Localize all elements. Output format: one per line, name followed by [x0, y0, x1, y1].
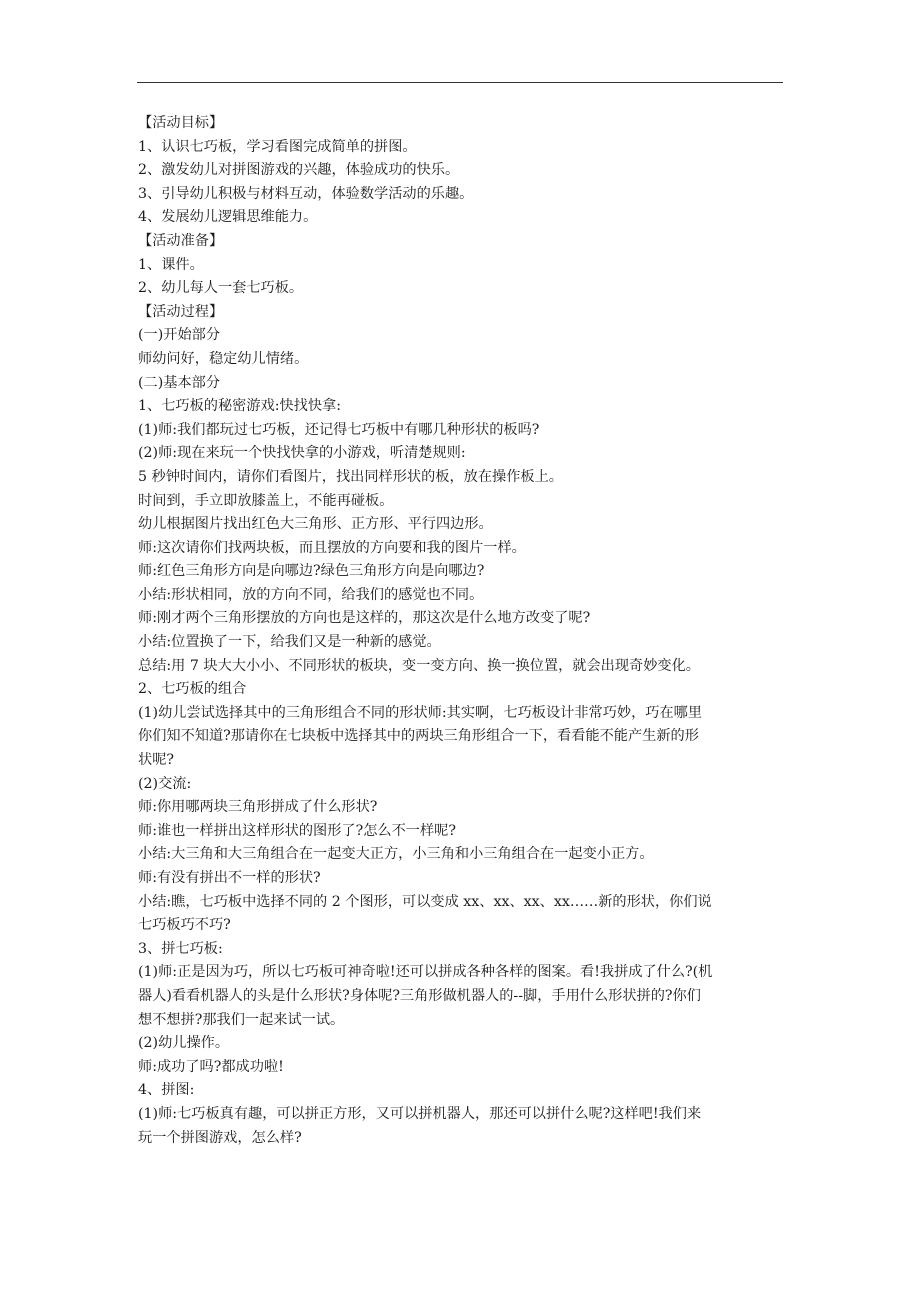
paragraph-line: 玩一个拼图游戏，怎么样?: [138, 1129, 302, 1146]
goal-item: 2、激发幼儿对拼图游戏的兴趣，体验成功的快乐。: [138, 162, 460, 179]
paragraph-line: (2)交流:: [138, 775, 192, 792]
subsection-heading-basic: (二)基本部分: [138, 374, 221, 391]
paragraph-line: 师:谁也一样拼出这样形状的图形了?怎么不一样呢?: [138, 822, 456, 839]
document-body: [138, 112, 784, 1150]
paragraph-line: 师:这次请你们找两块板，而且摆放的方向要和我的图片一样。: [138, 539, 526, 556]
paragraph-line: 七巧板巧不巧?: [138, 917, 231, 934]
paragraph-line: 5 秒钟时间内，请你们看图片，找出同样形状的板，放在操作板上。: [138, 468, 563, 485]
goal-item: 1、认识七巧板，学习看图完成简单的拼图。: [138, 138, 417, 155]
paragraph-line: (2)幼儿操作。: [138, 1035, 230, 1052]
paragraph-line: (1)师:我们都玩过七巧板，还记得七巧板中有哪几种形状的板吗?: [138, 421, 540, 438]
paragraph-line: (1)幼儿尝试选择其中的三角形组合不同的形状师:其实啊，七巧板设计非常巧妙，巧在哪里: [138, 704, 703, 721]
subsection-heading-opening: (一)开始部分: [138, 327, 221, 344]
section-heading-preparation: 【活动准备】: [138, 232, 224, 249]
paragraph-line: 师:成功了吗?都成功啦!: [138, 1058, 284, 1075]
paragraph-line: 小结:瞧，七巧板中选择不同的 2 个图形，可以变成 xx、xx、xx、xx……新的形状，你们说: [138, 893, 712, 910]
paragraph-line: 师:刚才两个三角形摆放的方向也是这样的，那这次是什么地方改变了呢?: [138, 610, 591, 627]
paragraph-line: 器人)看看机器人的头是什么形状?身体呢?三角形做机器人的--脚，手用什么形状拼的?你们: [138, 987, 701, 1004]
paragraph-line: 师:有没有拼出不一样的形状?: [138, 870, 321, 886]
paragraph-line: (1)师:七巧板真有趣，可以拼正方形，又可以拼机器人，那还可以拼什么呢?这样吧!我们来: [138, 1105, 702, 1122]
paragraph-line: 师:红色三角形方向是向哪边?绿色三角形方向是向哪边?: [138, 563, 485, 580]
paragraph-line: 总结:用 7 块大大小小、不同形状的板块，变一变方向、换一换位置，就会出现奇妙变化。: [138, 657, 700, 674]
step-heading: 3、拼七巧板:: [138, 940, 223, 957]
goal-item: 3、引导幼儿积极与材料互动，体验数学活动的乐趣。: [138, 185, 474, 202]
step-heading: 4、拼图:: [138, 1082, 195, 1099]
preparation-item: 2、幼儿每人一套七巧板。: [138, 280, 304, 297]
preparation-item: 1、课件。: [138, 256, 204, 273]
paragraph-line: 小结:位置换了一下，给我们又是一种新的感觉。: [138, 634, 441, 651]
paragraph-line: 师:你用哪两块三角形拼成了什么形状?: [138, 799, 378, 816]
goal-item: 4、发展幼儿逻辑思维能力。: [138, 209, 318, 226]
paragraph-line: 师幼问好，稳定幼儿情绪。: [138, 350, 309, 367]
step-heading: 2、七巧板的组合: [138, 681, 247, 698]
paragraph-line: 幼儿根据图片找出红色大三角形、正方形、平行四边形。: [138, 516, 493, 533]
section-heading-goals: 【活动目标】: [138, 115, 224, 131]
paragraph-line: 小结:大三角和大三角组合在一起变大正方，小三角和小三角组合在一起变小正方。: [138, 846, 654, 863]
paragraph-line: 状呢?: [138, 752, 174, 769]
paragraph-line: (2)师:现在来玩一个快找快拿的小游戏，听清楚规则:: [138, 445, 466, 462]
paragraph-line: 小结:形状相同，放的方向不同，给我们的感觉也不同。: [138, 586, 484, 603]
step-heading: 1、七巧板的秘密游戏:快找快拿:: [138, 398, 342, 415]
paragraph-line: (1)师:正是因为巧，所以七巧板可神奇啦!还可以拼成各种各样的图案。看!我拼成了什么?(机: [138, 964, 713, 981]
section-heading-process: 【活动过程】: [138, 303, 224, 320]
paragraph-line: 你们知不知道?那请你在七块板中选择其中的两块三角形组合一下，看看能不能产生新的形: [138, 728, 699, 745]
header-rule: [137, 82, 783, 83]
paragraph-line: 想不想拼?那我们一起来试一试。: [138, 1011, 345, 1028]
paragraph-line: 时间到，手立即放膝盖上，不能再碰板。: [138, 492, 394, 509]
